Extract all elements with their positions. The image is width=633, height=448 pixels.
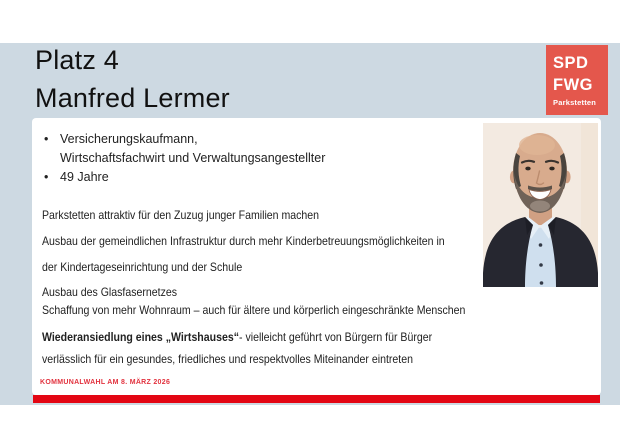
- bullet-item-profession: [44, 130, 474, 168]
- title-candidate-name: Manfred Lermer: [35, 83, 230, 113]
- accent-bar: [33, 395, 600, 403]
- statement-togetherness: [42, 352, 413, 366]
- bullet-icon: •: [44, 170, 49, 184]
- statement-text: - vielleicht geführt von Bürgern für Bürger: [238, 330, 433, 344]
- profile-bullet-list: [44, 130, 474, 187]
- statement-wirtshaus: [42, 330, 432, 344]
- logo-spd-label: SPD: [553, 54, 589, 72]
- statement-infrastructure-line-2: [42, 260, 242, 274]
- statement-text: der Kindertageseinrichtung und der Schule: [42, 260, 243, 274]
- profession-line-2: Wirtschaftsfachwirt und Verwaltungsangestellter: [60, 151, 326, 165]
- statement-families: [42, 208, 319, 222]
- profession-line-1: Versicherungskaufmann,: [60, 132, 198, 146]
- statement-text: Ausbau des Glasfasernetzes: [42, 285, 178, 299]
- age-text: 49 Jahre: [60, 170, 109, 184]
- logo-subtitle: Parkstetten: [553, 98, 597, 107]
- statement-text: verlässlich für ein gesundes, friedliches und respektvolles Miteinander eintreten: [42, 352, 413, 366]
- bullet-icon: •: [44, 132, 49, 146]
- title-position: Platz 4: [35, 45, 119, 75]
- statement-text-bold: Wiederansiedlung eines „Wirtshauses“: [42, 330, 239, 344]
- statement-text: Schaffung von mehr Wohnraum – auch für ältere und körperlich eingeschränkte Menschen: [42, 303, 466, 317]
- statement-broadband: [42, 285, 177, 299]
- statement-infrastructure-line-1: [42, 234, 445, 248]
- page-title: [35, 41, 230, 117]
- content-box: [32, 118, 601, 395]
- candidate-photo: [483, 123, 598, 287]
- statement-text: Parkstetten attraktiv für den Zuzug junger Familien machen: [42, 208, 320, 222]
- logo-fwg-label: FWG: [553, 76, 593, 94]
- bullet-item-age: [44, 168, 474, 187]
- statement-housing: [42, 303, 465, 317]
- bullet-text: [60, 130, 325, 168]
- slide: [0, 43, 620, 405]
- campaign-footer: KOMMUNALWAHL AM 8. MÄRZ 2026: [40, 379, 171, 386]
- party-logo: [546, 45, 608, 115]
- statement-text: Ausbau der gemeindlichen Infrastruktur durch mehr Kinderbetreuungsmöglichkeiten in: [42, 234, 445, 248]
